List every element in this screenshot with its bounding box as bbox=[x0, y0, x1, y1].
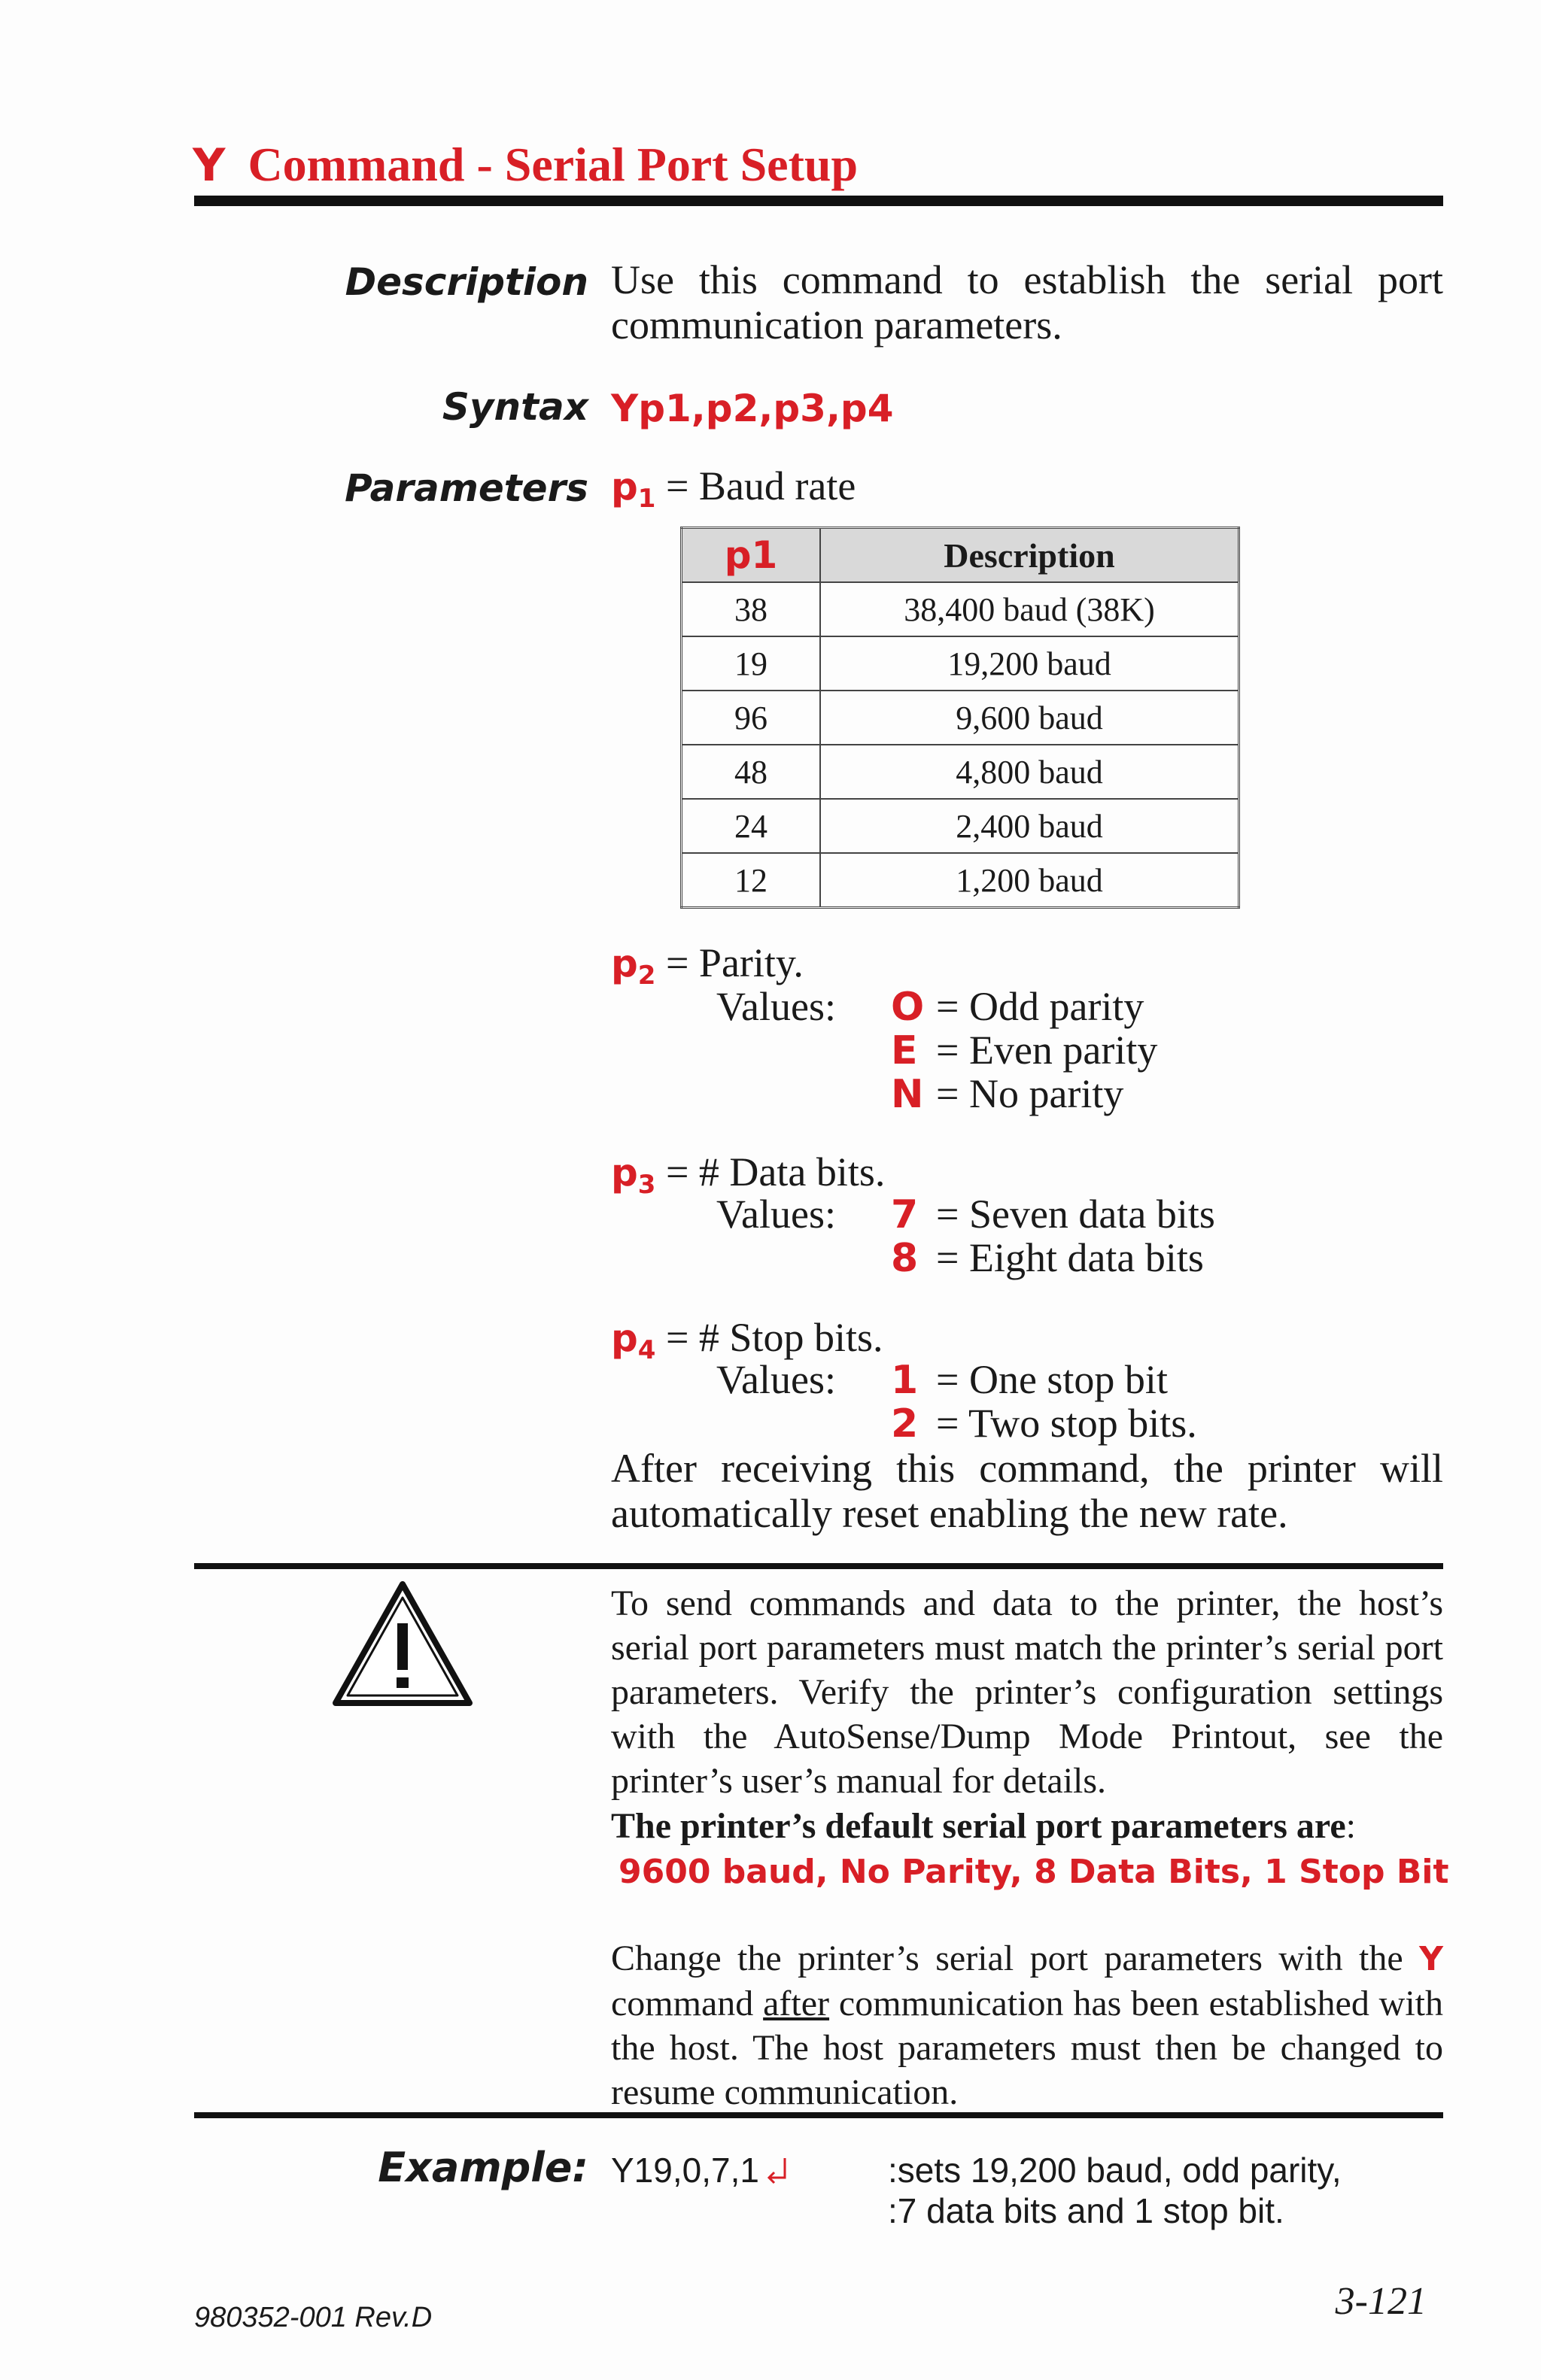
table-row bbox=[682, 745, 1239, 799]
header-rule bbox=[194, 196, 1443, 206]
value-row bbox=[891, 1237, 1215, 1280]
p3-values bbox=[891, 1193, 1215, 1280]
p1-sub: 1 bbox=[637, 484, 656, 514]
param-p1 bbox=[611, 463, 856, 521]
value-key: 2 bbox=[891, 1401, 919, 1447]
example-label: Example: bbox=[378, 2144, 588, 2191]
baud-table bbox=[680, 527, 1240, 909]
value-text: = Even parity bbox=[936, 1028, 1158, 1073]
page-title bbox=[193, 137, 858, 193]
title-text: Command - Serial Port Setup bbox=[248, 138, 859, 191]
page-number: 3-121 bbox=[1335, 2280, 1427, 2323]
value-key: O bbox=[891, 985, 925, 1030]
p2-values bbox=[891, 985, 1157, 1116]
description-text: Use this command to establish the serial port communication parameters. bbox=[611, 257, 1443, 348]
header-p1-text: p1 bbox=[724, 533, 778, 577]
value-row bbox=[891, 1029, 1157, 1073]
value-row bbox=[891, 1402, 1197, 1446]
syntax-label: Syntax bbox=[442, 385, 588, 429]
p4-sub: 4 bbox=[637, 1335, 656, 1365]
value-text: = Odd parity bbox=[936, 984, 1144, 1029]
syntax-value: Yp1,p2,p3,p4 bbox=[611, 387, 894, 430]
value-row bbox=[891, 1193, 1215, 1237]
p2-sub: 2 bbox=[637, 961, 656, 991]
p2-values-label: Values: bbox=[716, 984, 836, 1029]
value-text: = Eight data bits bbox=[936, 1235, 1204, 1280]
value-key: 1 bbox=[891, 1358, 919, 1403]
default-params-label: The printer’s default serial port parameters are bbox=[611, 1806, 1346, 1846]
table-cell: 9,600 baud bbox=[820, 691, 1239, 745]
table-row bbox=[682, 691, 1239, 745]
example-comment bbox=[888, 2150, 1342, 2231]
table-header-row bbox=[682, 528, 1239, 583]
p4-name: p bbox=[611, 1316, 638, 1360]
table-cell: 19,200 baud bbox=[820, 636, 1239, 691]
table-cell: 96 bbox=[682, 691, 821, 745]
value-text: = Seven data bits bbox=[936, 1192, 1215, 1237]
p3-values-label: Values: bbox=[716, 1192, 836, 1237]
change-mid-text: command bbox=[611, 1984, 754, 2023]
after-text: After receiving this command, the printer will automatically reset enabling the new rate. bbox=[611, 1446, 1443, 1536]
table-row bbox=[682, 636, 1239, 691]
table-cell: 19 bbox=[682, 636, 821, 691]
value-row bbox=[891, 1358, 1197, 1402]
p3-sub: 3 bbox=[637, 1170, 656, 1200]
example-code-text: Y19,0,7,1 bbox=[611, 2151, 759, 2190]
p3-name: p bbox=[611, 1151, 638, 1195]
table-cell: 1,200 baud bbox=[820, 853, 1239, 908]
value-text: = Two stop bits. bbox=[936, 1401, 1197, 1446]
default-params-values bbox=[611, 1849, 1451, 1894]
table-header-description: Description bbox=[820, 528, 1239, 583]
p3-desc: = # Data bits. bbox=[665, 1149, 886, 1195]
return-arrow-icon bbox=[765, 2150, 789, 2190]
value-key: E bbox=[891, 1028, 918, 1073]
value-key: 7 bbox=[891, 1192, 919, 1237]
change-after-text: after bbox=[763, 1984, 830, 2023]
table-row bbox=[682, 582, 1239, 636]
parameters-label: Parameters bbox=[345, 466, 588, 510]
value-row bbox=[891, 1073, 1157, 1116]
example-code bbox=[611, 2150, 789, 2190]
example-comment-line: :7 data bits and 1 stop bit. bbox=[888, 2191, 1284, 2230]
value-row bbox=[891, 985, 1157, 1029]
p1-name: p bbox=[611, 465, 638, 508]
change-cmd: Y bbox=[1419, 1940, 1443, 1978]
default-params-line bbox=[611, 1804, 1443, 1848]
table-cell: 38,400 baud (38K) bbox=[820, 582, 1239, 636]
p4-desc: = # Stop bits. bbox=[665, 1315, 883, 1360]
table-row bbox=[682, 799, 1239, 853]
description-label: Description bbox=[345, 260, 588, 304]
table-cell: 2,400 baud bbox=[820, 799, 1239, 853]
value-key: N bbox=[891, 1072, 924, 1117]
command-letter: Y bbox=[193, 139, 226, 192]
default-values-text: 9600 baud, No Parity, 8 Data Bits, 1 Stop Bit bbox=[619, 1853, 1449, 1891]
change-pre-text: Change the printer’s serial port parameters with the bbox=[611, 1938, 1403, 1978]
p2-desc: = Parity. bbox=[665, 940, 804, 985]
syntax-text bbox=[611, 387, 894, 430]
value-text: = One stop bit bbox=[936, 1357, 1168, 1402]
p1-desc: = Baud rate bbox=[665, 463, 856, 508]
table-header-p1 bbox=[682, 528, 821, 583]
p4-values-label: Values: bbox=[716, 1357, 836, 1402]
p4-values bbox=[891, 1358, 1197, 1446]
warning-triangle-icon bbox=[331, 1580, 474, 1708]
table-cell: 4,800 baud bbox=[820, 745, 1239, 799]
default-params-colon: : bbox=[1345, 1806, 1356, 1846]
doc-number: 980352-001 Rev.D bbox=[194, 2302, 433, 2333]
change-params-text bbox=[611, 1936, 1443, 2114]
table-cell: 12 bbox=[682, 853, 821, 908]
warning-bottom-rule bbox=[194, 2112, 1443, 2118]
p2-name: p bbox=[611, 942, 638, 985]
example-comment-line: :sets 19,200 baud, odd parity, bbox=[888, 2151, 1342, 2190]
warning-top-rule bbox=[194, 1563, 1443, 1569]
table-cell: 24 bbox=[682, 799, 821, 853]
change-post-text: communication has been established with the host. The host parameters must then be changed to resume communication. bbox=[611, 1984, 1444, 2112]
value-text: = No parity bbox=[936, 1071, 1124, 1116]
table-row bbox=[682, 853, 1239, 908]
table-cell: 38 bbox=[682, 582, 821, 636]
warning-text: To send commands and data to the printer, the host’s serial port parameters must match the printer’s serial port parameters. Verify the printer’s configuration settings with the AutoSense/Dump Mode Printout, see the printer’s user’s manual for details. bbox=[611, 1583, 1443, 1801]
value-key: 8 bbox=[891, 1236, 919, 1281]
table-cell: 48 bbox=[682, 745, 821, 799]
